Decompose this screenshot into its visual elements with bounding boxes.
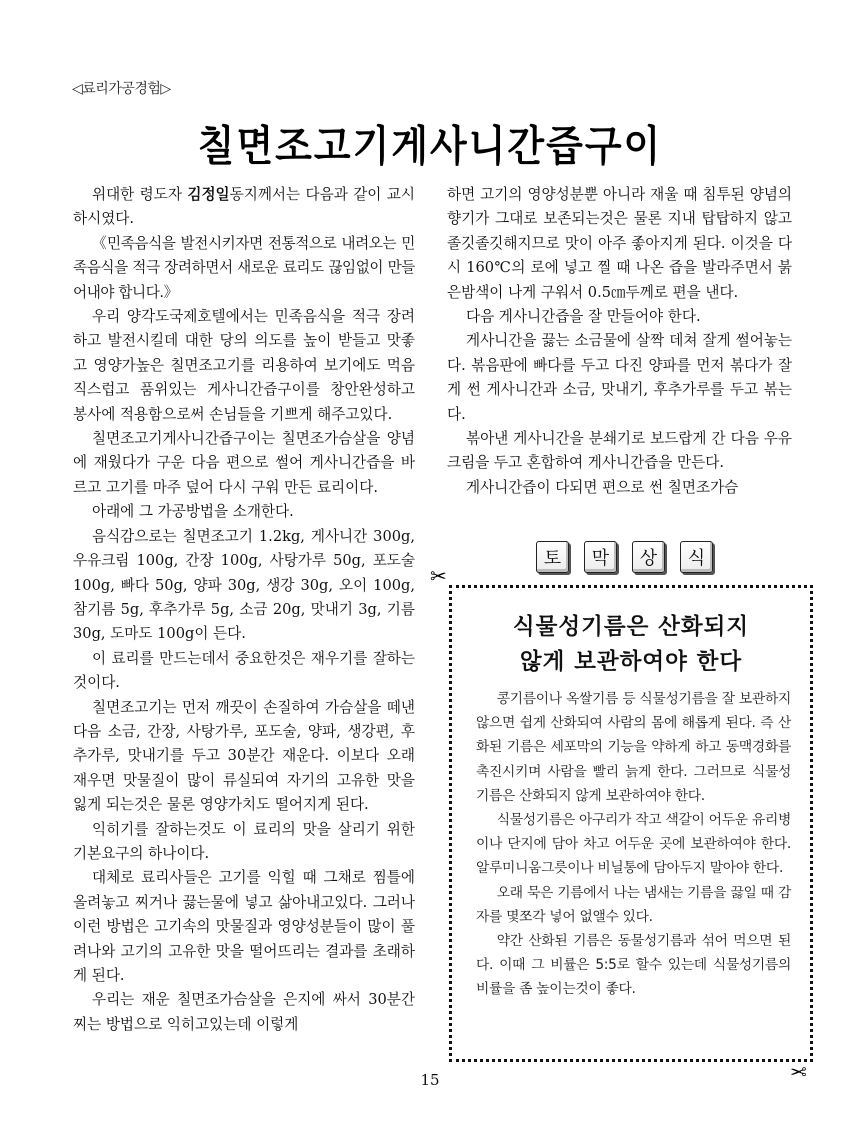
leader-name: 김정일 — [187, 186, 230, 203]
quote-paragraph: 《민족음식을 발전시키자면 전통적으로 내려오는 민족음식을 적극 장려하면서 새로운 료리도 끊임없이 만들어내야 합니다.》 — [73, 234, 415, 301]
ingredients-paragraph: 음식감으로는 칠면조고기 1.2kg, 게사니간 300g, 우유크림 100g, 간장 100g, 사탕가루 50g, 포도술 100g, 빠다 50g, 양파 30g, 생강 30g, 오이 100g, 참기름 5g, 후추가루 5g, 소금 20g, 맛내기 3g, 기름 30g, 도마도 100g이 든다. — [73, 527, 415, 643]
tip-keycaps-heading — [536, 541, 713, 573]
tip-body — [476, 687, 791, 1002]
article-right-column — [447, 183, 792, 500]
body-paragraph: 볶아낸 게사니간을 분쇄기로 보드랍게 간 다음 우유크림을 두고 혼합하여 게사니간즙을 만든다. — [447, 430, 792, 472]
tip-paragraph: 오래 묵은 기름에서 나는 냄새는 기름을 끓일 때 감자를 몇쪼각 넣어 없앨수 있다. — [476, 884, 791, 925]
scissor-icon: ✂ — [790, 1060, 807, 1084]
article-title: 칠면조고기게사니간즙구이 — [197, 122, 663, 171]
body-paragraph: 게사니간즙이 다되면 편으로 썬 칠면조가슴 — [465, 478, 739, 496]
body-paragraph: 우리 양각도국제호텔에서는 민족음식을 적극 장려하고 발전시킬데 대한 당의 의도를 높이 받들고 맛좋고 영양가높은 칠면조고기를 리용하여 보기에도 먹음직스럽고 품위있는 게사니간즙구이를 창안완성하고 봉사에 적용함으로써 손님들을 기쁘게 해주고있다. — [73, 308, 415, 423]
body-paragraph: 게사니간을 끓는 소금물에 살짝 데쳐 잘게 썰어놓는다. 볶음판에 빠다를 두고 다진 양파를 먼저 볶다가 잘게 썬 게사니간과 소금, 맛내기, 후추가루를 두고 볶는다. — [447, 332, 792, 423]
lead-suffix: 동지께서는 다음과 같이 교시하시였다. — [73, 186, 415, 228]
body-paragraph: 대체로 료리사들은 고기를 익힐 때 그채로 찜틀에 올려놓고 찌거나 끓는물에 넣고 삶아내고있다. 그러나 이런 방법은 고기속의 맛물질과 영양성분들이 많이 풀려나와 고기의 고유한 맛을 떨어뜨리는 결과를 초래하게 된다. — [73, 869, 415, 984]
tip-paragraph: 약간 산화된 기름은 동물성기름과 섞어 먹으면 된다. 이때 그 비률은 5:5로 할수 있는데 식물성기름의 비률을 좀 높이는것이 좋다. — [476, 933, 791, 998]
tip-title — [452, 610, 810, 680]
article-left-column — [73, 183, 415, 1037]
body-paragraph: 이 료리를 만드는데서 중요한것은 재우기를 잘하는것이다. — [73, 649, 415, 692]
tip-box — [449, 585, 813, 1062]
body-paragraph: 아래에 그 가공방법을 소개한다. — [91, 503, 294, 521]
keycap: 막 — [584, 541, 617, 573]
lead-paragraph — [73, 183, 415, 232]
body-paragraph: 칠면조고기게사니간즙구이는 칠면조가슴살을 양념에 재웠다가 구운 다음 편으로 썰어 게사니간즙을 바르고 고기를 마주 덮어 다시 구워 만든 료리이다. — [73, 430, 415, 496]
tip-paragraph: 식물성기름은 아구리가 작고 색갈이 어두운 유리병이나 단지에 담아 차고 어두운 곳에 보관하여야 한다. 알루미니움그릇이나 비닐통에 담아두지 말아야 한다. — [476, 812, 791, 877]
keycap: 식 — [680, 541, 713, 573]
page-number: 15 — [420, 1071, 440, 1089]
continued-paragraph: 하면 고기의 영양성분뿐 아니라 재울 때 침투된 양념의 향기가 그대로 보존되는것은 물론 지내 탑탑하지 않고 졸깃졸깃해지므로 맛이 아주 좋아지게 된다. 이것을 다시 160℃의 로에 넣고 찔 때 나온 즙을 발라주면서 붉은밤색이 나게 구워서 0.5㎝두께로 편을 낸다. — [447, 186, 792, 301]
lead-prefix: 위대한 령도자 — [91, 186, 188, 203]
body-paragraph: 익히기를 잘하는것도 이 료리의 맛을 살리기 위한 기본요구의 하나이다. — [73, 820, 415, 862]
tip-title-line: 않게 보관하여야 한다 — [519, 649, 743, 675]
body-paragraph: 칠면조고기는 먼저 깨끗이 손질하여 가슴살을 떼낸 다음 소금, 간장, 사탕가루, 포도술, 양파, 생강편, 후추가루, 맛내기를 두고 30분간 재운다. 이보다 오래 재우면 맛물질이 많이 류실되여 자기의 고유한 맛을 잃게 되는것은 물론 영양가치도 떨어지게 된다. — [73, 698, 415, 814]
scissor-icon: ✂ — [430, 564, 447, 588]
tip-paragraph: 콩기름이나 옥쌀기름 등 식물성기름을 잘 보관하지 않으면 쉽게 산화되여 사람의 몸에 해롭게 된다. 즉 산화된 기름은 세포막의 기능을 약하게 하고 동맥경화를 촉진시키며 사람을 빨리 늙게 한다. 그러므로 식물성기름은 산화되지 않게 보관하여야 한다. — [476, 691, 791, 804]
tip-title-line: 식물성기름은 산화되지 — [512, 614, 750, 640]
keycap: 상 — [632, 541, 665, 573]
body-paragraph: 우리는 재운 칠면조가슴살을 은지에 싸서 30분간 찌는 방법으로 익히고있는데 이렇게 — [73, 991, 415, 1033]
keycap: 토 — [536, 541, 569, 573]
section-tag: ◁료리가공경험▷ — [72, 81, 171, 97]
body-paragraph: 다음 게사니간즙을 잘 만들어야 한다. — [465, 308, 701, 326]
